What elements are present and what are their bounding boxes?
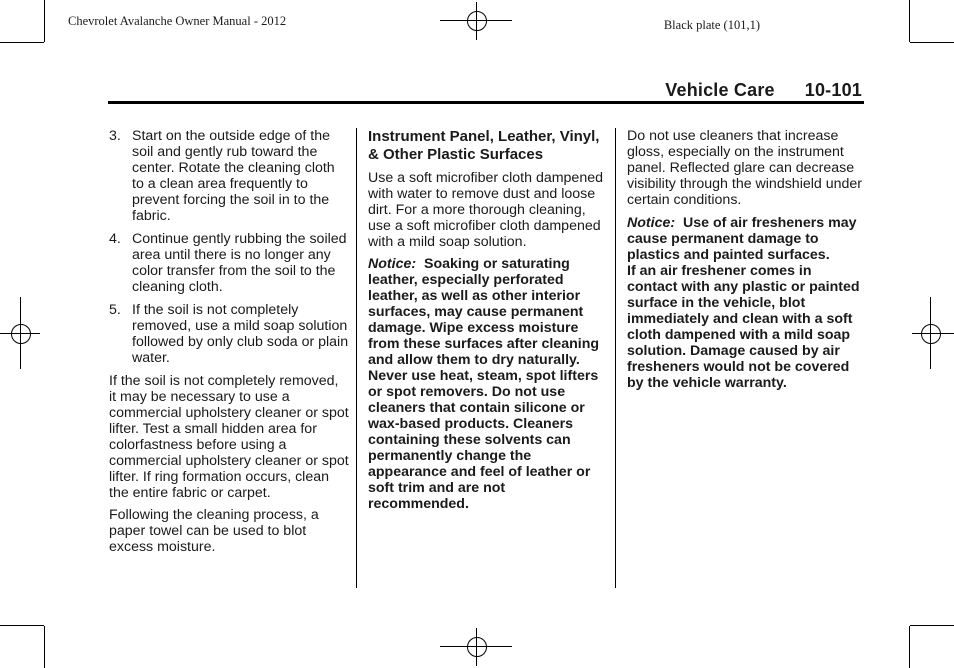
notice-text: Soaking or saturating leather, especially perforated leather, as well as other interior surfaces, may cause permanent damage. Wipe excess moisture from these surfaces after cleaning and allow them to dry naturally. Never use heat, steam, spot lifters or spot removers. Do not use cleaners that contain silicone or wax-based products. Cleaners containing these solvents can permanently change the appearance and feel of leather or soft trim and are not recommended. (368, 256, 600, 512)
list-item (109, 231, 349, 295)
page-number: 10-101 (804, 80, 862, 100)
crop-mark (0, 42, 44, 43)
crop-mark (910, 42, 954, 43)
column-3 (627, 128, 864, 397)
column-divider (356, 128, 357, 588)
step-number: 5. (109, 302, 121, 318)
notice-label: Notice: (368, 256, 417, 272)
paragraph: Do not use cleaners that increase gloss, especially on the instrument panel. Reflected glare can decrease visibility through the windshield under certain conditions. (627, 128, 863, 208)
header-rule (108, 101, 864, 104)
step-number: 3. (109, 128, 121, 144)
notice (627, 215, 864, 263)
notice-text: Use of air fresheners may cause permanent damage to plastics and painted surfaces. (627, 215, 857, 263)
section-title: Vehicle Care (665, 80, 775, 100)
plate-info: Black plate (101,1) (663, 18, 760, 32)
column-1 (109, 128, 349, 561)
crop-mark (909, 626, 910, 668)
step-number: 4. (109, 231, 121, 247)
subsection-heading: Instrument Panel, Leather, Vinyl, & Other Plastic Surfaces (368, 128, 600, 163)
list-item (109, 302, 349, 366)
step-text: Continue gently rubbing the soiled area until there is no longer any color transfer from the soil to the cleaning cloth. (132, 231, 347, 295)
step-text: If the soil is not completely removed, use a mild soap solution followed by only club soda or plain water. (132, 302, 349, 366)
section-header (665, 80, 862, 101)
paragraph: Use a soft microfiber cloth dampened with water to remove dust and loose dirt. For a more thorough cleaning, use a soft microfiber cloth dampened with a mild soap solution. (368, 170, 603, 250)
paragraph: If the soil is not completely removed, it may be necessary to use a commercial upholstery cleaner or spot lifter. Test a small hidden area for colorfastness before using a commercial upholstery cleaner or spot lifter. If ring formation occurs, clean the entire fabric or carpet. (109, 373, 349, 501)
list-item (109, 128, 349, 224)
crop-mark (44, 0, 45, 42)
crop-mark (0, 625, 44, 626)
crop-mark (910, 625, 954, 626)
crop-mark (909, 0, 910, 42)
manual-title: Chevrolet Avalanche Owner Manual - 2012 (68, 14, 287, 28)
step-text: Start on the outside edge of the soil and gently rub toward the center. Rotate the cleaning cloth to a clean area frequently to prevent forcing the soil in to the fabric. (132, 128, 335, 224)
column-2 (368, 128, 606, 518)
crop-mark (44, 626, 45, 668)
notice-label: Notice: (627, 215, 676, 231)
notice (368, 256, 606, 512)
notice-continued: If an air freshener comes in contact with any plastic or painted surface in the vehicle, blot immediately and clean with a soft cloth dampened with a mild soap solution. Damage caused by air fresheners would not be covered by the vehicle warranty. (627, 263, 860, 391)
column-divider (615, 128, 616, 588)
paragraph: Following the cleaning process, a paper towel can be used to blot excess moisture. (109, 507, 319, 555)
